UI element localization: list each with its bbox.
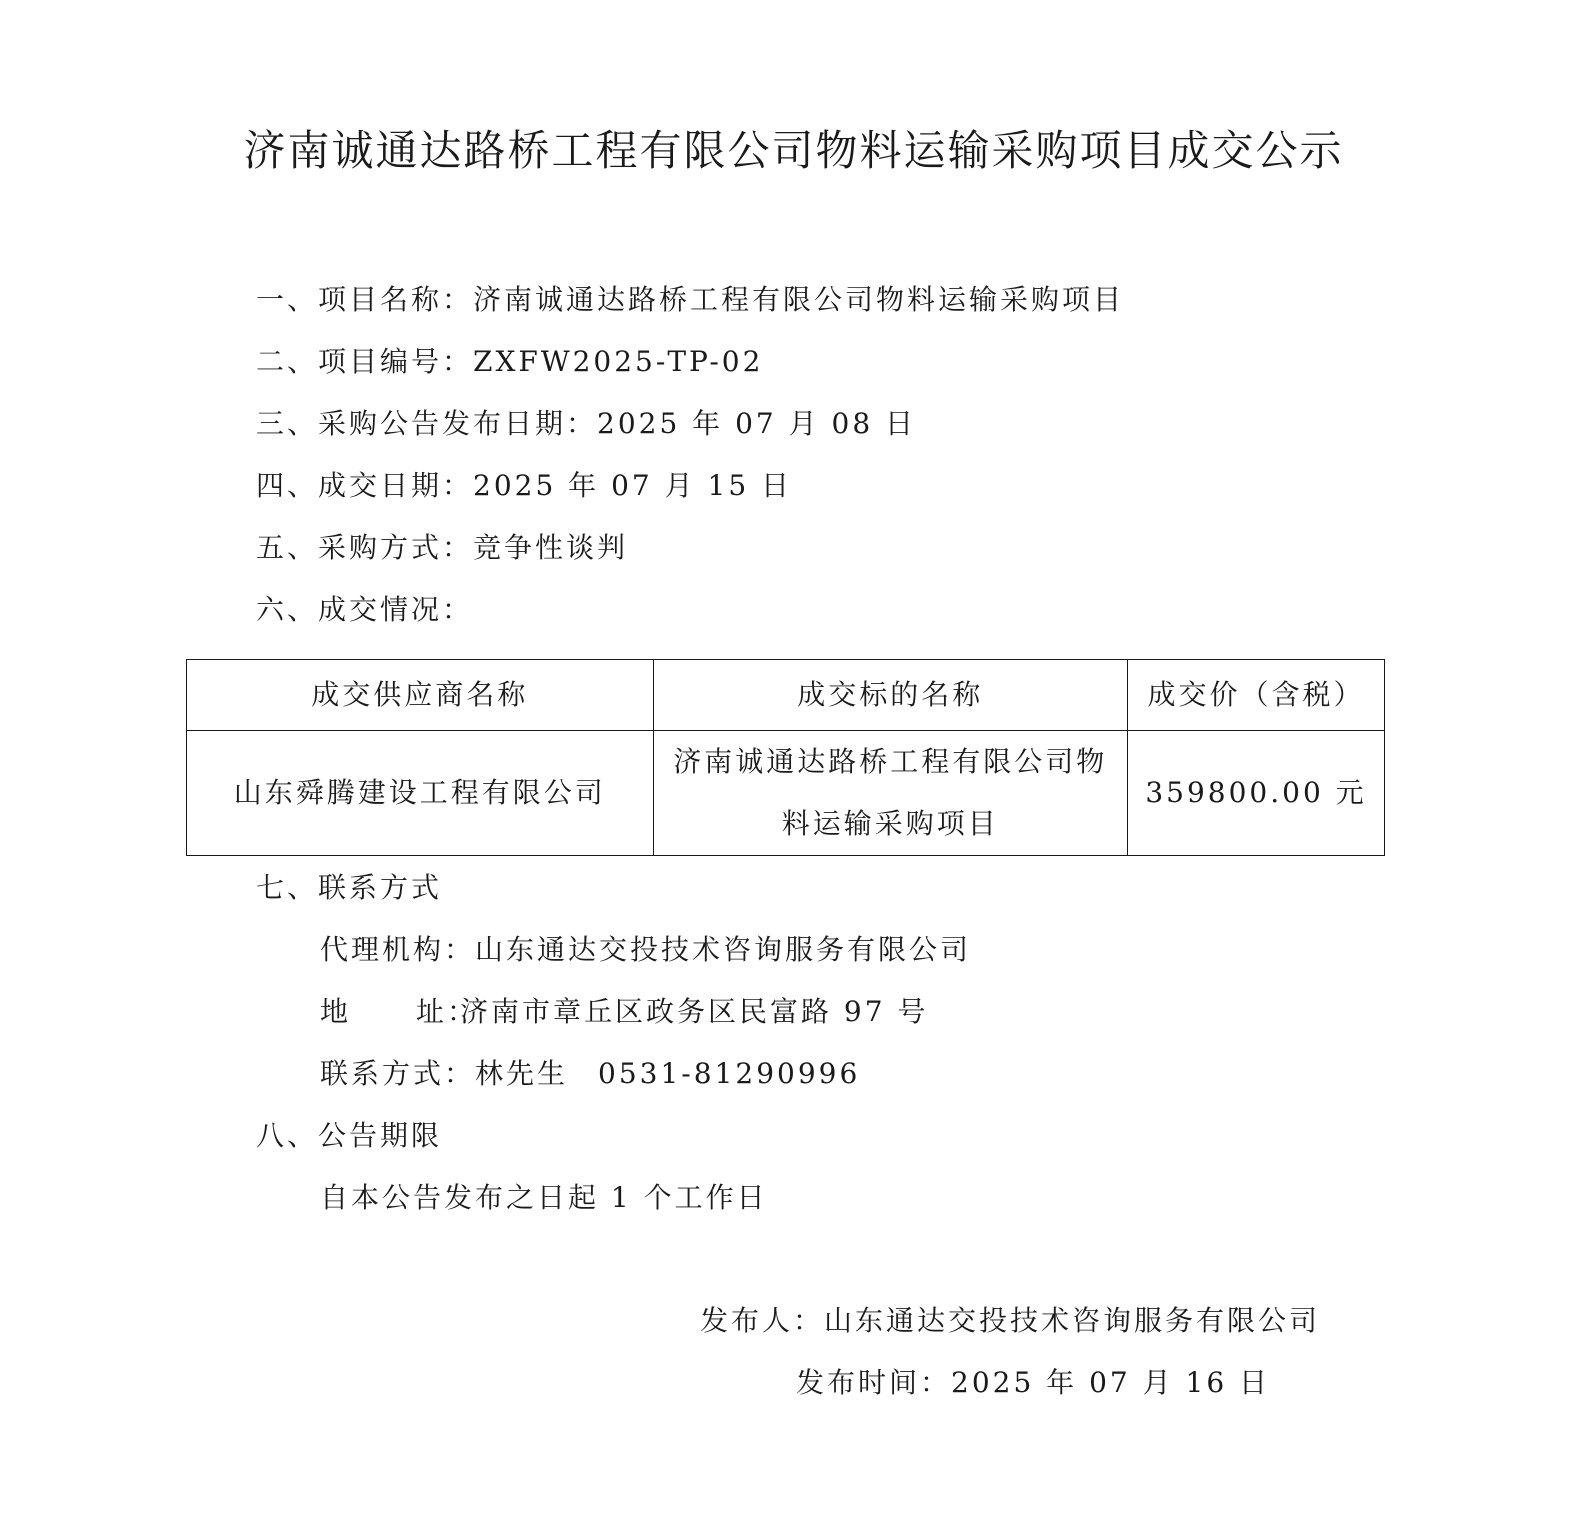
deal-date-line bbox=[256, 468, 792, 504]
project-number-label: 二、项目编号： bbox=[256, 345, 474, 378]
deal-status-heading: 六、成交情况： bbox=[256, 593, 474, 626]
period-heading: 八、公告期限 bbox=[256, 1119, 443, 1152]
project-name-line bbox=[256, 282, 1124, 318]
address-label-part1: 地 bbox=[320, 995, 352, 1028]
deal-date-label: 四、成交日期： bbox=[256, 469, 474, 502]
header-subject: 成交标的名称 bbox=[653, 660, 1128, 731]
cell-supplier: 山东舜腾建设工程有限公司 bbox=[187, 731, 654, 856]
announcement-date-value: 2025 年 07 月 08 日 bbox=[597, 407, 917, 440]
procurement-method-label: 五、采购方式： bbox=[256, 531, 474, 564]
address-label bbox=[320, 994, 479, 1030]
cell-price: 359800.00 元 bbox=[1128, 731, 1385, 856]
procurement-method-value: 竞争性谈判 bbox=[473, 531, 629, 564]
header-price: 成交价（含税） bbox=[1128, 660, 1385, 731]
announcement-date-label: 三、采购公告发布日期： bbox=[256, 407, 598, 440]
address-label-part2: 址： bbox=[416, 995, 479, 1028]
publish-time-line bbox=[796, 1365, 1270, 1401]
header-supplier: 成交供应商名称 bbox=[187, 660, 654, 731]
phone-person: 林先生 bbox=[475, 1057, 569, 1090]
publisher-label: 发布人： bbox=[700, 1304, 825, 1337]
table-header-row bbox=[187, 660, 1385, 731]
publisher-line bbox=[700, 1303, 1320, 1339]
address-value: 济南市章丘区政务区民富路 97 号 bbox=[460, 995, 929, 1028]
project-number-line bbox=[256, 344, 763, 380]
agency-line bbox=[320, 932, 971, 968]
table-row bbox=[187, 731, 1385, 856]
project-name-label: 一、项目名称： bbox=[256, 283, 474, 316]
project-name-value: 济南诚通达路桥工程有限公司物料运输采购项目 bbox=[473, 283, 1125, 316]
phone-number: 0531-81290996 bbox=[598, 1057, 861, 1090]
announcement-date-line bbox=[256, 406, 916, 442]
publish-time-label: 发布时间： bbox=[796, 1366, 952, 1399]
contact-heading: 七、联系方式 bbox=[256, 871, 443, 904]
period-text: 自本公告发布之日起 1 个工作日 bbox=[320, 1181, 768, 1214]
publish-time-value: 2025 年 07 月 16 日 bbox=[951, 1366, 1271, 1399]
procurement-method-line bbox=[256, 530, 628, 566]
deal-date-value: 2025 年 07 月 15 日 bbox=[473, 469, 793, 502]
address-line bbox=[320, 994, 928, 1030]
deal-table bbox=[186, 659, 1385, 856]
project-number-value: ZXFW2025-TP-02 bbox=[473, 345, 764, 378]
phone-label: 联系方式： bbox=[320, 1057, 476, 1090]
document-title: 济南诚通达路桥工程有限公司物料运输采购项目成交公示 bbox=[243, 126, 1344, 175]
agency-value: 山东通达交投技术咨询服务有限公司 bbox=[475, 933, 972, 966]
phone-line bbox=[320, 1056, 860, 1092]
publisher-value: 山东通达交投技术咨询服务有限公司 bbox=[824, 1304, 1321, 1337]
cell-subject: 济南诚通达路桥工程有限公司物料运输采购项目 bbox=[653, 731, 1128, 856]
agency-label: 代理机构： bbox=[320, 933, 476, 966]
